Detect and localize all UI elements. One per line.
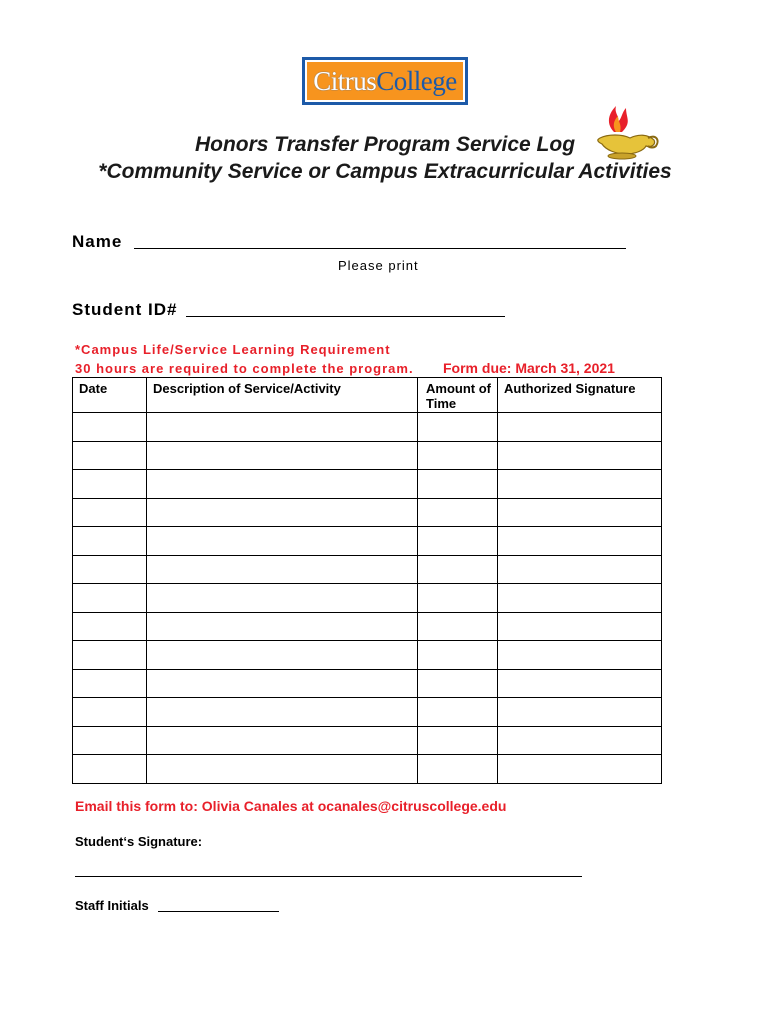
header-amount-of-time: Amount of Time [418, 378, 498, 413]
header-authorized-signature: Authorized Signature [498, 378, 662, 413]
date-cell[interactable] [73, 413, 147, 442]
signature-cell[interactable] [498, 641, 662, 670]
amount-cell[interactable] [418, 555, 498, 584]
table-row [73, 470, 662, 499]
table-row [73, 669, 662, 698]
student-signature-line[interactable] [75, 876, 582, 877]
table-body [73, 413, 662, 784]
amount-cell[interactable] [418, 441, 498, 470]
table-row [73, 413, 662, 442]
header-description: Description of Service/Activity [147, 378, 418, 413]
description-cell[interactable] [147, 726, 418, 755]
name-field-line[interactable] [134, 248, 626, 249]
signature-cell[interactable] [498, 755, 662, 784]
signature-cell[interactable] [498, 441, 662, 470]
amount-cell[interactable] [418, 527, 498, 556]
description-cell[interactable] [147, 755, 418, 784]
date-cell[interactable] [73, 498, 147, 527]
table-row [73, 726, 662, 755]
signature-cell[interactable] [498, 726, 662, 755]
service-log-table [72, 377, 662, 784]
requirement-heading: *Campus Life/Service Learning Requirement [75, 342, 391, 357]
date-cell[interactable] [73, 726, 147, 755]
description-cell[interactable] [147, 498, 418, 527]
amount-cell[interactable] [418, 669, 498, 698]
please-print-hint: Please print [338, 258, 419, 273]
table-row [73, 755, 662, 784]
amount-cell[interactable] [418, 498, 498, 527]
name-label: Name [72, 232, 123, 251]
form-title: Honors Transfer Program Service Log [194, 133, 576, 156]
date-cell[interactable] [73, 470, 147, 499]
staff-initials-label: Staff Initials [75, 898, 149, 913]
date-cell[interactable] [73, 527, 147, 556]
logo-word-citrus: Citrus [313, 65, 377, 96]
date-cell[interactable] [73, 698, 147, 727]
table-row [73, 555, 662, 584]
student-id-field-line[interactable] [186, 316, 505, 317]
description-cell[interactable] [147, 527, 418, 556]
description-cell[interactable] [147, 612, 418, 641]
logo-inner [305, 60, 465, 102]
description-cell[interactable] [147, 698, 418, 727]
date-cell[interactable] [73, 641, 147, 670]
description-cell[interactable] [147, 641, 418, 670]
description-cell[interactable] [147, 413, 418, 442]
signature-cell[interactable] [498, 698, 662, 727]
signature-cell[interactable] [498, 612, 662, 641]
signature-cell[interactable] [498, 584, 662, 613]
table-row [73, 641, 662, 670]
table-row [73, 584, 662, 613]
amount-cell[interactable] [418, 698, 498, 727]
table-row [73, 441, 662, 470]
date-cell[interactable] [73, 584, 147, 613]
amount-cell[interactable] [418, 413, 498, 442]
requirement-hours: 30 hours are required to complete the program. [75, 361, 414, 376]
table-row [73, 498, 662, 527]
form-subtitle: *Community Service or Campus Extracurricular Activities [98, 160, 672, 183]
date-cell[interactable] [73, 669, 147, 698]
description-cell[interactable] [147, 555, 418, 584]
amount-cell[interactable] [418, 470, 498, 499]
amount-cell[interactable] [418, 584, 498, 613]
signature-cell[interactable] [498, 413, 662, 442]
email-instruction: Email this form to: Olivia Canales at ocanales@citruscollege.edu [75, 798, 507, 814]
table-header-row [73, 378, 662, 413]
staff-initials-line[interactable] [158, 911, 279, 912]
date-cell[interactable] [73, 441, 147, 470]
amount-cell[interactable] [418, 726, 498, 755]
student-id-label: Student ID# [72, 300, 178, 319]
table-row [73, 698, 662, 727]
amount-cell[interactable] [418, 641, 498, 670]
date-cell[interactable] [73, 755, 147, 784]
form-due-date: Form due: March 31, 2021 [443, 360, 615, 376]
student-signature-label: Student‘s Signature: [75, 834, 203, 849]
table-row [73, 527, 662, 556]
description-cell[interactable] [147, 669, 418, 698]
amount-cell[interactable] [418, 755, 498, 784]
date-cell[interactable] [73, 555, 147, 584]
description-cell[interactable] [147, 470, 418, 499]
header-date: Date [73, 378, 147, 413]
signature-cell[interactable] [498, 470, 662, 499]
signature-cell[interactable] [498, 527, 662, 556]
signature-cell[interactable] [498, 555, 662, 584]
description-cell[interactable] [147, 584, 418, 613]
table-row [73, 612, 662, 641]
signature-cell[interactable] [498, 498, 662, 527]
amount-cell[interactable] [418, 612, 498, 641]
date-cell[interactable] [73, 612, 147, 641]
signature-cell[interactable] [498, 669, 662, 698]
description-cell[interactable] [147, 441, 418, 470]
logo-word-college: College [376, 65, 457, 96]
citrus-college-logo [302, 57, 468, 105]
